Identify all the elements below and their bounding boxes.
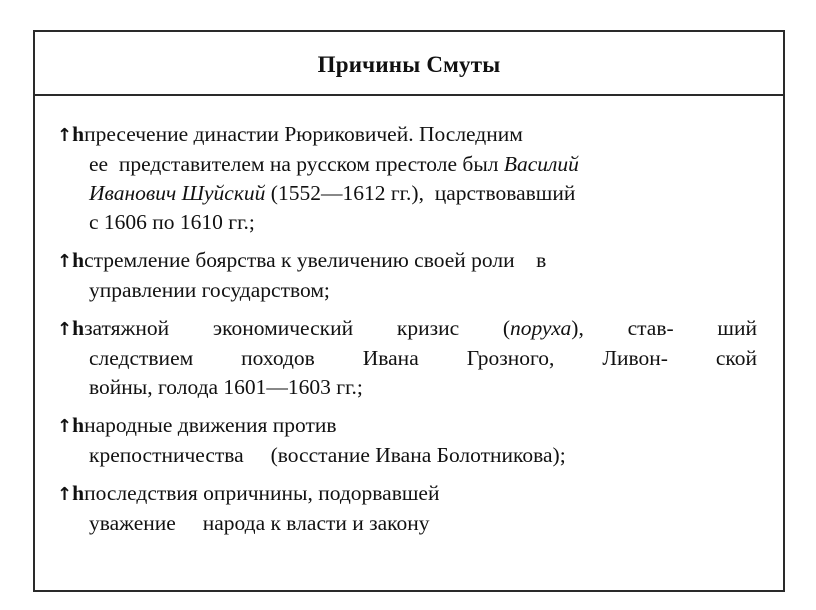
cause-item-boyars xyxy=(57,246,757,305)
marker-letter: h xyxy=(72,413,85,437)
cause-line xyxy=(57,246,757,276)
causes-table xyxy=(33,30,785,592)
marker-letter: h xyxy=(72,122,85,146)
cause-text: с 1606 по 1610 гг.; xyxy=(89,210,255,234)
cause-line xyxy=(57,441,757,470)
cause-text: затяжной экономический кризис ( xyxy=(84,316,511,340)
cause-item-dynasty xyxy=(57,120,757,237)
cause-item-popular-movements xyxy=(57,411,757,470)
cause-line xyxy=(57,276,757,305)
cause-text: народные движения против xyxy=(84,413,337,437)
marker-letter: h xyxy=(72,316,85,340)
cause-item-oprichnina xyxy=(57,479,757,538)
cause-line xyxy=(57,509,757,538)
cause-text-italic: поруха xyxy=(510,316,572,340)
cause-text: крепостничества (восстание Ивана Болотникова); xyxy=(89,443,566,467)
cause-text: войны, голода 1601—1603 гг.; xyxy=(89,375,363,399)
arrow-up-icon: ↑ xyxy=(57,319,73,340)
cause-line xyxy=(57,344,757,373)
cause-line xyxy=(57,120,757,150)
cause-text: ), став- ший xyxy=(571,316,757,340)
cause-line xyxy=(57,411,757,441)
cause-text: пресечение династии Рюриковичей. Последним xyxy=(84,122,523,146)
table-header xyxy=(35,32,783,96)
cause-item-economic-crisis xyxy=(57,314,757,402)
arrow-up-icon: ↑ xyxy=(57,251,73,272)
cause-line xyxy=(57,150,757,179)
marker-letter: h xyxy=(72,248,85,272)
cause-line xyxy=(57,208,757,237)
cause-text-italic: Иванович Шуйский xyxy=(89,181,266,205)
cause-text: ее представителем на русском престоле был xyxy=(89,152,504,176)
cause-text: следствием походов Ивана Грозного, Ливон- ской xyxy=(89,346,757,370)
cause-text: уважение народа к власти и закону xyxy=(89,511,430,535)
cause-text: управлении государством; xyxy=(89,278,330,302)
arrow-up-icon: ↑ xyxy=(57,125,73,146)
table-body xyxy=(35,96,783,538)
cause-line xyxy=(57,479,757,509)
cause-text: (1552—1612 гг.), царствовавший xyxy=(265,181,576,205)
cause-text: последствия опричнины, подорвавшей xyxy=(84,481,440,505)
cause-text-italic: Василий xyxy=(503,152,579,176)
table-title: Причины Смуты xyxy=(317,52,501,77)
marker-letter: h xyxy=(72,481,85,505)
arrow-up-icon: ↑ xyxy=(57,484,73,505)
cause-text: стремление боярства к увеличению своей роли в xyxy=(84,248,547,272)
cause-line xyxy=(57,373,757,402)
cause-line xyxy=(57,179,757,208)
arrow-up-icon: ↑ xyxy=(57,416,73,437)
cause-line xyxy=(57,314,757,344)
